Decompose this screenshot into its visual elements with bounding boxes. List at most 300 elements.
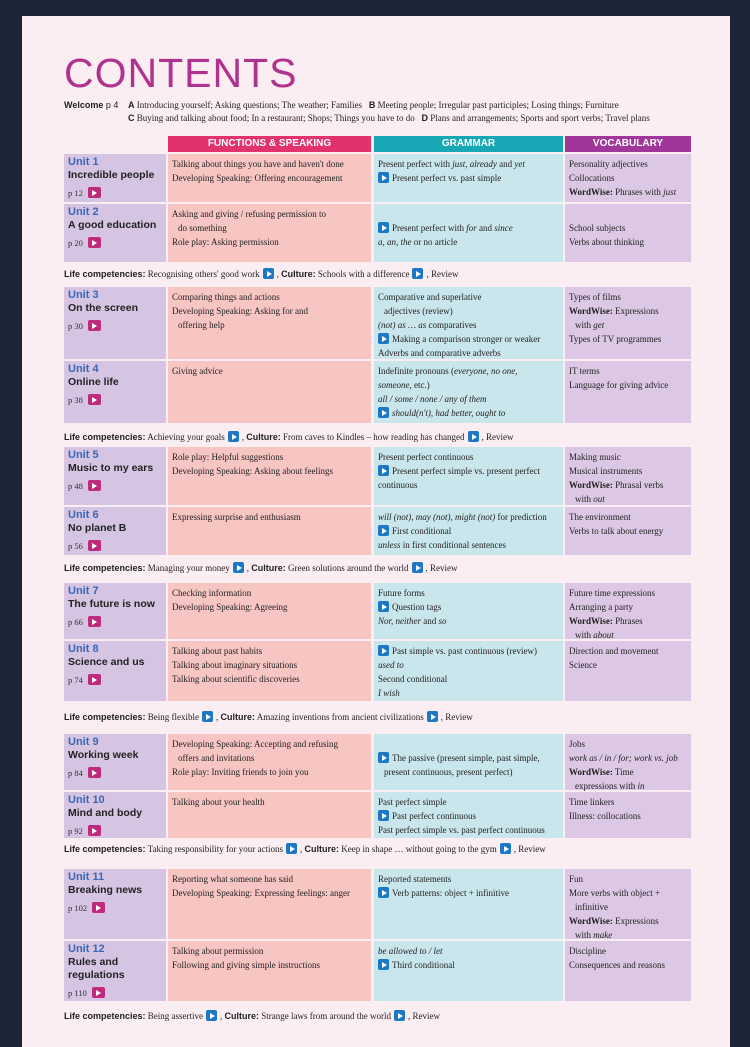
unit-number[interactable]: Unit 12 [68, 943, 105, 955]
unit-number[interactable]: Unit 7 [68, 585, 99, 597]
functions-line: Talking about permission [172, 946, 264, 956]
unit-page-number: p 48 [68, 481, 83, 491]
unit-row [64, 507, 691, 555]
video-play-icon[interactable] [202, 711, 213, 722]
vocabulary-cell [565, 941, 691, 1001]
unit-row [64, 734, 691, 790]
vocabulary-line: Collocations [569, 173, 615, 183]
grammar-lines [378, 290, 560, 360]
grammar-cell [374, 583, 563, 639]
welcome-key: B [368, 100, 376, 110]
vocabulary-line: WordWise: Expressions [569, 916, 659, 926]
culture-topic: From caves to Kindles – how reading has changed [283, 432, 465, 442]
grammar-cell [374, 941, 563, 1001]
vocabulary-line: Time linkers [569, 797, 615, 807]
video-play-icon[interactable] [378, 810, 389, 821]
functions-cell [168, 583, 371, 639]
video-play-icon[interactable] [378, 645, 389, 656]
grammar-lines [378, 364, 560, 420]
unit-title-line: The future is now [68, 598, 155, 610]
vocabulary-cell [565, 154, 691, 202]
unit-number[interactable]: Unit 8 [68, 643, 99, 655]
unit-title-line: Science and us [68, 656, 145, 668]
unit-page [68, 616, 104, 627]
grammar-line: Present perfect with for and since [378, 221, 560, 235]
unit-row [64, 361, 691, 423]
unit-row [64, 792, 691, 838]
unit-cell [64, 641, 166, 701]
welcome-key: C [128, 113, 135, 123]
video-play-icon[interactable] [378, 959, 389, 970]
vocabulary-line: More verbs with object + [569, 888, 661, 898]
functions-line: Developing Speaking: Expressing feelings: anger [172, 888, 350, 898]
functions-cell [168, 447, 371, 505]
grammar-line: Present perfect with just, already and yet [378, 159, 525, 169]
unit-title[interactable] [68, 884, 166, 897]
functions-lines [172, 364, 368, 378]
grammar-cell [374, 361, 563, 423]
vocabulary-line: The environment [569, 512, 631, 522]
functions-line: Talking about scientific discoveries [172, 674, 300, 684]
unit-page-number: p 102 [68, 903, 88, 913]
unit-title[interactable] [68, 598, 166, 611]
video-play-icon[interactable] [378, 172, 389, 183]
grammar-line: Present perfect simple vs. present perfect [378, 464, 560, 478]
life-label: Life competencies: [64, 563, 146, 573]
culture-label: Culture: [220, 712, 256, 722]
unit-title[interactable] [68, 749, 166, 762]
unit-page-number: p 20 [68, 238, 83, 248]
unit-video-play-icon[interactable] [88, 480, 101, 491]
functions-line: Developing Speaking: Offering encouragement [172, 173, 343, 183]
video-play-icon[interactable] [378, 601, 389, 612]
vocabulary-cell [565, 447, 691, 505]
grammar-line: Verb patterns: object + infinitive [378, 886, 560, 900]
functions-cell [168, 792, 371, 838]
functions-line: Role play: Helpful suggestions [172, 452, 284, 462]
unit-page-number: p 66 [68, 617, 83, 627]
grammar-line: Past simple vs. past continuous (review) [378, 644, 560, 658]
welcome-page: p 4 [105, 100, 119, 110]
unit-page-number: p 74 [68, 675, 83, 685]
unit-page [68, 394, 104, 405]
unit-video-play-icon[interactable] [88, 825, 101, 836]
grammar-line: Second conditional [378, 674, 448, 684]
unit-row [64, 204, 691, 262]
culture-topic: Strange laws from around the world [261, 1011, 391, 1021]
grammar-line: Question tags [378, 600, 560, 614]
grammar-lines [378, 872, 560, 900]
unit-title[interactable] [68, 169, 166, 182]
unit-title[interactable] [68, 522, 166, 535]
grammar-line: (not) as … as comparatives [378, 320, 477, 330]
grammar-line: Present perfect vs. past simple [378, 171, 560, 185]
unit-number[interactable]: Unit 6 [68, 509, 99, 521]
unit-number[interactable]: Unit 11 [68, 871, 105, 883]
unit-title-line: Mind and body [68, 807, 143, 819]
unit-number[interactable]: Unit 5 [68, 449, 99, 461]
unit-video-play-icon[interactable] [88, 674, 101, 685]
functions-lines [172, 510, 368, 524]
functions-line: Developing Speaking: Agreeing [172, 602, 288, 612]
vocabulary-line: with out [575, 494, 605, 504]
functions-line: Talking about your health [172, 797, 265, 807]
header-vocabulary: VOCABULARY [565, 136, 691, 152]
functions-line: Talking about imaginary situations [172, 660, 298, 670]
unit-video-play-icon[interactable] [88, 394, 101, 405]
unit-video-play-icon[interactable] [88, 320, 101, 331]
life-label: Life competencies: [64, 432, 146, 442]
unit-title[interactable] [68, 376, 166, 389]
unit-number[interactable]: Unit 4 [68, 363, 99, 375]
grammar-cell [374, 204, 563, 262]
grammar-lines [378, 944, 560, 972]
grammar-line: I wish [378, 688, 400, 698]
review-label[interactable]: Review [445, 712, 473, 722]
grammar-line: Comparative and superlative [378, 292, 482, 302]
functions-line: offering help [178, 320, 225, 330]
unit-page-number: p 38 [68, 395, 83, 405]
vocabulary-lines [569, 450, 688, 506]
unit-title[interactable] [68, 956, 166, 982]
vocabulary-line: expressions with in [575, 781, 645, 791]
functions-line: Following and giving simple instructions [172, 960, 320, 970]
functions-line: Talking about things you have and haven't done [172, 159, 344, 169]
life-competencies-line: Life competencies: Managing your money , Culture: Green solutions around the world , Review [64, 563, 458, 573]
vocabulary-line: IT terms [569, 366, 600, 376]
video-play-icon[interactable] [286, 843, 297, 854]
functions-lines [172, 944, 368, 972]
unit-row [64, 941, 691, 1001]
review-label[interactable]: Review [518, 844, 546, 854]
unit-row [64, 154, 691, 202]
vocabulary-lines [569, 510, 688, 538]
grammar-line: used to [378, 660, 404, 670]
review-label[interactable]: Review [412, 1011, 440, 1021]
unit-cell [64, 941, 166, 1001]
vocabulary-lines [569, 737, 688, 793]
vocabulary-line: WordWise: Phrases [569, 616, 643, 626]
vocabulary-line [569, 207, 688, 221]
unit-number[interactable]: Unit 3 [68, 289, 99, 301]
video-play-icon[interactable] [206, 1010, 217, 1021]
vocabulary-cell [565, 734, 691, 790]
review-label[interactable]: Review [430, 563, 458, 573]
culture-topic: Schools with a difference [317, 269, 410, 279]
unit-video-play-icon[interactable] [88, 237, 101, 248]
vocabulary-cell [565, 507, 691, 555]
life-competencies-line: Life competencies: Being flexible , Culture: Amazing inventions from ancient civilizations , Review [64, 712, 473, 722]
vocabulary-line: Jobs [569, 739, 586, 749]
life-competency: Being assertive [147, 1011, 204, 1021]
vocabulary-line: Science [569, 660, 597, 670]
grammar-lines [378, 510, 560, 552]
grammar-line: The passive (present simple, past simple, [378, 751, 560, 765]
unit-number[interactable]: Unit 10 [68, 794, 105, 806]
functions-line: Role play: Inviting friends to join you [172, 767, 309, 777]
vocabulary-cell [565, 583, 691, 639]
unit-page [68, 902, 108, 913]
unit-video-play-icon[interactable] [92, 987, 105, 998]
welcome-section [64, 99, 724, 125]
life-competencies-line: Life competencies: Recognising others' good work , Culture: Schools with a difference , Review [64, 269, 459, 279]
video-play-icon[interactable] [500, 843, 511, 854]
functions-line: do something [178, 223, 227, 233]
video-play-icon[interactable] [378, 887, 389, 898]
review-label[interactable]: Review [486, 432, 514, 442]
life-competencies-line: Life competencies: Achieving your goals , Culture: From caves to Kindles – how reading has changed , Review [64, 432, 514, 442]
grammar-line: continuous [378, 480, 418, 490]
vocabulary-line: Fun [569, 874, 584, 884]
unit-title-line: regulations [68, 969, 125, 981]
grammar-line: Adverbs and comparative adverbs [378, 348, 501, 358]
video-play-icon[interactable] [378, 333, 389, 344]
unit-page [68, 480, 104, 491]
grammar-lines [378, 644, 560, 700]
unit-video-play-icon[interactable] [88, 540, 101, 551]
unit-row [64, 641, 691, 701]
vocabulary-lines [569, 157, 688, 199]
unit-page [68, 187, 104, 198]
unit-cell [64, 361, 166, 423]
functions-lines [172, 290, 368, 332]
video-play-icon[interactable] [412, 562, 423, 573]
functions-lines [172, 872, 368, 900]
video-play-icon[interactable] [233, 562, 244, 573]
unit-title-line: Music to my ears [68, 462, 154, 474]
unit-number[interactable]: Unit 9 [68, 736, 99, 748]
unit-video-play-icon[interactable] [88, 616, 101, 627]
unit-cell [64, 792, 166, 838]
life-label: Life competencies: [64, 269, 146, 279]
grammar-line: Present perfect continuous [378, 452, 474, 462]
grammar-line: Past perfect continuous [378, 809, 560, 823]
unit-video-play-icon[interactable] [88, 187, 101, 198]
unit-title[interactable] [68, 462, 166, 475]
grammar-line: First conditional [378, 524, 560, 538]
culture-topic: Amazing inventions from ancient civilizations [256, 712, 424, 722]
vocabulary-lines [569, 290, 688, 346]
vocabulary-lines [569, 207, 688, 249]
welcome-topic: Introducing yourself; Asking questions; The weather; Families [136, 100, 363, 110]
vocabulary-lines [569, 644, 688, 672]
unit-title-line: Online life [68, 376, 119, 388]
functions-line: Talking about past habits [172, 646, 263, 656]
unit-cell [64, 154, 166, 202]
culture-topic: Green solutions around the world [288, 563, 409, 573]
unit-number[interactable]: Unit 1 [68, 156, 99, 168]
vocabulary-cell [565, 641, 691, 701]
vocabulary-line: School subjects [569, 223, 626, 233]
unit-page [68, 987, 108, 998]
functions-cell [168, 361, 371, 423]
unit-page [68, 540, 104, 551]
grammar-cell [374, 734, 563, 790]
welcome-key: D [421, 113, 429, 123]
unit-video-play-icon[interactable] [92, 902, 105, 913]
grammar-line: a, an, the or no article [378, 237, 458, 247]
unit-page-number: p 84 [68, 768, 83, 778]
functions-line: offers and invitations [178, 753, 255, 763]
grammar-line: unless in first conditional sentences [378, 540, 506, 550]
unit-page-number: p 110 [68, 988, 87, 998]
video-play-icon[interactable] [468, 431, 479, 442]
functions-cell [168, 154, 371, 202]
grammar-cell [374, 507, 563, 555]
grammar-line: Making a comparison stronger or weaker [378, 332, 560, 346]
functions-cell [168, 734, 371, 790]
functions-cell [168, 507, 371, 555]
grammar-cell [374, 447, 563, 505]
functions-line: Reporting what someone has said [172, 874, 293, 884]
vocabulary-line: WordWise: Expressions [569, 306, 659, 316]
grammar-line: present continuous, present perfect) [384, 767, 513, 777]
vocabulary-lines [569, 872, 688, 942]
grammar-line: Reported statements [378, 874, 452, 884]
functions-line: Giving advice [172, 366, 223, 376]
culture-label: Culture: [281, 269, 316, 279]
unit-number[interactable]: Unit 2 [68, 206, 99, 218]
unit-title-line: Breaking news [68, 884, 143, 896]
unit-row [64, 287, 691, 359]
video-play-icon[interactable] [378, 222, 389, 233]
vocabulary-lines [569, 944, 688, 972]
life-competency: Recognising others' good work [147, 269, 260, 279]
vocabulary-line: Musical instruments [569, 466, 643, 476]
grammar-line: Nor, neither and so [378, 616, 447, 626]
grammar-cell [374, 287, 563, 359]
functions-lines [172, 207, 368, 249]
vocabulary-line: infinitive [575, 902, 608, 912]
unit-title-line: Working week [68, 749, 139, 761]
unit-title[interactable] [68, 219, 166, 232]
functions-line: Comparing things and actions [172, 292, 280, 302]
functions-lines [172, 157, 368, 185]
welcome-topic: Meeting people; Irregular past participles; Losing things; Furniture [377, 100, 619, 110]
video-play-icon[interactable] [394, 1010, 405, 1021]
grammar-lines [378, 207, 560, 249]
life-competency: Managing your money [147, 563, 230, 573]
vocabulary-line: Types of films [569, 292, 621, 302]
life-label: Life competencies: [64, 712, 146, 722]
vocabulary-line: Direction and movement [569, 646, 659, 656]
grammar-lines [378, 157, 560, 185]
video-play-icon[interactable] [378, 465, 389, 476]
unit-cell [64, 869, 166, 939]
unit-title[interactable] [68, 656, 166, 669]
unit-row [64, 869, 691, 939]
vocabulary-lines [569, 364, 688, 392]
grammar-line: should(n't), had better, ought to [378, 406, 560, 420]
vocabulary-line: Personality adjectives [569, 159, 648, 169]
vocabulary-line: Types of TV programmes [569, 334, 662, 344]
unit-cell [64, 287, 166, 359]
page-title: CONTENTS [64, 50, 298, 96]
header-grammar: GRAMMAR [374, 136, 563, 152]
unit-page-number: p 92 [68, 826, 83, 836]
unit-row [64, 583, 691, 639]
life-competency: Taking responsibility for your actions [147, 844, 283, 854]
unit-cell [64, 734, 166, 790]
functions-line: Checking information [172, 588, 252, 598]
vocabulary-line: Consequences and reasons [569, 960, 665, 970]
welcome-line-2 [64, 112, 724, 125]
vocabulary-line: with make [575, 930, 613, 940]
unit-page-number: p 30 [68, 321, 83, 331]
grammar-line: Indefinite pronouns (everyone, no one, [378, 366, 518, 376]
vocabulary-line: Verbs about thinking [569, 237, 644, 247]
video-play-icon[interactable] [412, 268, 423, 279]
video-play-icon[interactable] [228, 431, 239, 442]
unit-title-line: Incredible people [68, 169, 155, 181]
vocabulary-lines [569, 586, 688, 642]
unit-video-play-icon[interactable] [88, 767, 101, 778]
unit-cell [64, 447, 166, 505]
functions-line: Developing Speaking: Accepting and refusing [172, 739, 338, 749]
vocabulary-line: WordWise: Phrases with just [569, 187, 677, 197]
life-competencies-line: Life competencies: Taking responsibility for your actions , Culture: Keep in shape … without going to the gym , Review [64, 844, 546, 854]
review-label[interactable]: Review [430, 269, 459, 279]
unit-page-number: p 12 [68, 188, 83, 198]
functions-lines [172, 450, 368, 478]
vocabulary-line: Illness: collocations [569, 811, 641, 821]
video-play-icon[interactable] [378, 525, 389, 536]
functions-lines [172, 644, 368, 686]
video-play-icon[interactable] [378, 407, 389, 418]
grammar-line: all / some / none / any of them [378, 394, 487, 404]
grammar-line: be allowed to / let [378, 946, 443, 956]
vocabulary-cell [565, 361, 691, 423]
functions-line: Developing Speaking: Asking about feelings [172, 466, 333, 476]
culture-label: Culture: [246, 432, 281, 442]
unit-title-line: No planet B [68, 522, 127, 534]
vocabulary-line: Discipline [569, 946, 606, 956]
contents-page [22, 16, 730, 1047]
culture-label: Culture: [251, 563, 286, 573]
functions-lines [172, 586, 368, 614]
culture-label: Culture: [304, 844, 339, 854]
unit-title-line: On the screen [68, 302, 139, 314]
unit-cell [64, 583, 166, 639]
unit-title[interactable] [68, 807, 166, 820]
video-play-icon[interactable] [263, 268, 274, 279]
grammar-line: Past perfect simple vs. past perfect continuous [378, 825, 545, 835]
grammar-lines [378, 737, 560, 779]
functions-cell [168, 287, 371, 359]
culture-topic: Keep in shape … without going to the gym [341, 844, 497, 854]
grammar-lines [378, 450, 560, 492]
life-label: Life competencies: [64, 1011, 146, 1021]
unit-page [68, 767, 104, 778]
vocabulary-line: WordWise: Phrasal verbs [569, 480, 664, 490]
welcome-key: A [128, 100, 135, 110]
video-play-icon[interactable] [378, 752, 389, 763]
vocabulary-cell [565, 792, 691, 838]
vocabulary-line: with about [575, 630, 614, 640]
unit-title[interactable] [68, 302, 166, 315]
vocabulary-line: Future time expressions [569, 588, 655, 598]
grammar-cell [374, 869, 563, 939]
functions-lines [172, 737, 368, 779]
video-play-icon[interactable] [427, 711, 438, 722]
functions-cell [168, 941, 371, 1001]
unit-page [68, 237, 104, 248]
vocabulary-line: WordWise: Time [569, 767, 634, 777]
grammar-cell [374, 154, 563, 202]
unit-title-line: Rules and [68, 956, 119, 968]
grammar-line: adjectives (review) [384, 306, 453, 316]
welcome-topic: Buying and talking about food; In a restaurant; Shops; Things you have to do [136, 113, 415, 123]
